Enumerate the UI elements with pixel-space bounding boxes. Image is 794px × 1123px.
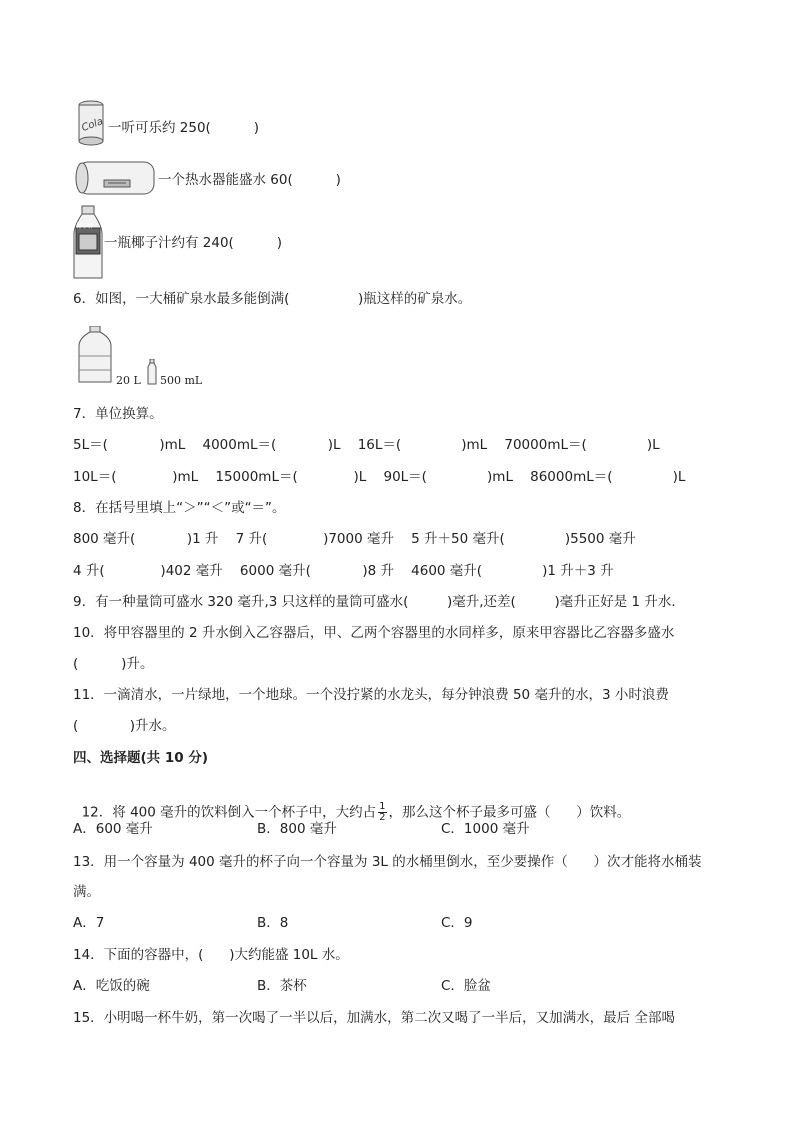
question-11-line1: 11．一滴清水，一片绿地，一个地球。一个没拧紧的水龙头，每分钟浪费 50 毫升的水，3 小时浪费 bbox=[73, 687, 669, 703]
question-12-option-b[interactable]: B．800 毫升 bbox=[257, 821, 337, 837]
water-heater-icon bbox=[72, 160, 158, 200]
question-13-option-a[interactable]: A．7 bbox=[73, 915, 105, 931]
question-7-title: 7．单位换算。 bbox=[73, 406, 163, 422]
question-12-post: ，那么这个杯子最多可盛（ ）饮料。 bbox=[388, 804, 631, 821]
bottle-label: 椰子汁 bbox=[76, 223, 95, 230]
question-14-option-c[interactable]: C．脸盆 bbox=[441, 978, 491, 994]
item-heater: 一个热水器能盛水 60( ) bbox=[158, 172, 341, 188]
question-12 bbox=[73, 784, 630, 823]
jug-caption: 20 L bbox=[116, 374, 141, 387]
question-10-line1: 10．将甲容器里的 2 升水倒入乙容器后，甲、乙两个容器里的水同样多，原来甲容器比乙容器多盛水 bbox=[73, 625, 675, 641]
cola-can-icon bbox=[76, 100, 106, 150]
item-coconut: 一瓶椰子汁约有 240( ) bbox=[104, 235, 283, 251]
question-14-option-a[interactable]: A．吃饭的碗 bbox=[73, 978, 150, 994]
question-9: 9．有一种量筒可盛水 320 毫升,3 只这样的量筒可盛水( )毫升,还差( )毫升正好是 1 升水． bbox=[73, 594, 685, 610]
svg-text:Cola: Cola bbox=[80, 116, 105, 134]
item-cola: 一听可乐约 250( ) bbox=[108, 120, 260, 136]
question-7-row1: 5L＝( )mL 4000mL＝( )L 16L＝( )mL 70000mL＝( )L bbox=[73, 437, 660, 453]
question-14-option-b[interactable]: B．茶杯 bbox=[257, 978, 307, 994]
question-13-option-b[interactable]: B．8 bbox=[257, 915, 289, 931]
question-12-pre: 12．将 400 毫升的饮料倒入一个杯子中，大约占 bbox=[81, 804, 377, 821]
section-heading: 四、选择题(共 10 分) bbox=[73, 750, 209, 766]
question-8-row2: 4 升( )402 毫升 6000 毫升( )8 升 4600 毫升( )1 升＋3 升 bbox=[73, 563, 614, 579]
question-15: 15．小明喝一杯牛奶，第一次喝了一半以后，加满水，第二次又喝了一半后，又加满水，最后 全部喝 bbox=[73, 1010, 675, 1026]
question-13-line1: 13．用一个容量为 400 毫升的杯子向一个容量为 3L 的水桶里倒水，至少要操作（ ）次才能将水桶装 bbox=[73, 854, 702, 870]
fraction-denominator: 2 bbox=[379, 812, 386, 823]
bottle-caption: 500 mL bbox=[160, 374, 203, 387]
question-13-option-c[interactable]: C．9 bbox=[441, 915, 473, 931]
question-7-row2: 10L＝( )mL 15000mL＝( )L 90L＝( )mL 86000mL＝( )L bbox=[73, 469, 686, 485]
question-8-title: 8．在括号里填上“＞”“＜”或“＝”。 bbox=[73, 500, 286, 516]
question-6: 6．如图，一大桶矿泉水最多能倒满( )瓶这样的矿泉水。 bbox=[73, 291, 472, 307]
question-11-line2: ( )升水。 bbox=[73, 718, 176, 734]
question-12-option-c[interactable]: C．1000 毫升 bbox=[441, 821, 530, 837]
question-12-option-a[interactable]: A．600 毫升 bbox=[73, 821, 153, 837]
small-bottle-icon bbox=[146, 359, 158, 389]
coconut-juice-bottle-icon bbox=[70, 204, 106, 286]
question-13-line2: 满。 bbox=[73, 884, 100, 900]
fraction-one-half bbox=[378, 802, 386, 823]
question-8-row1: 800 毫升( )1 升 7 升( )7000 毫升 5 升＋50 毫升( )5500 毫升 bbox=[73, 531, 636, 547]
question-10-line2: ( )升。 bbox=[73, 656, 154, 672]
question-14: 14．下面的容器中，( )大约能盛 10L 水。 bbox=[73, 947, 349, 963]
fraction-numerator: 1 bbox=[379, 801, 386, 812]
water-jug-icon bbox=[76, 326, 114, 388]
